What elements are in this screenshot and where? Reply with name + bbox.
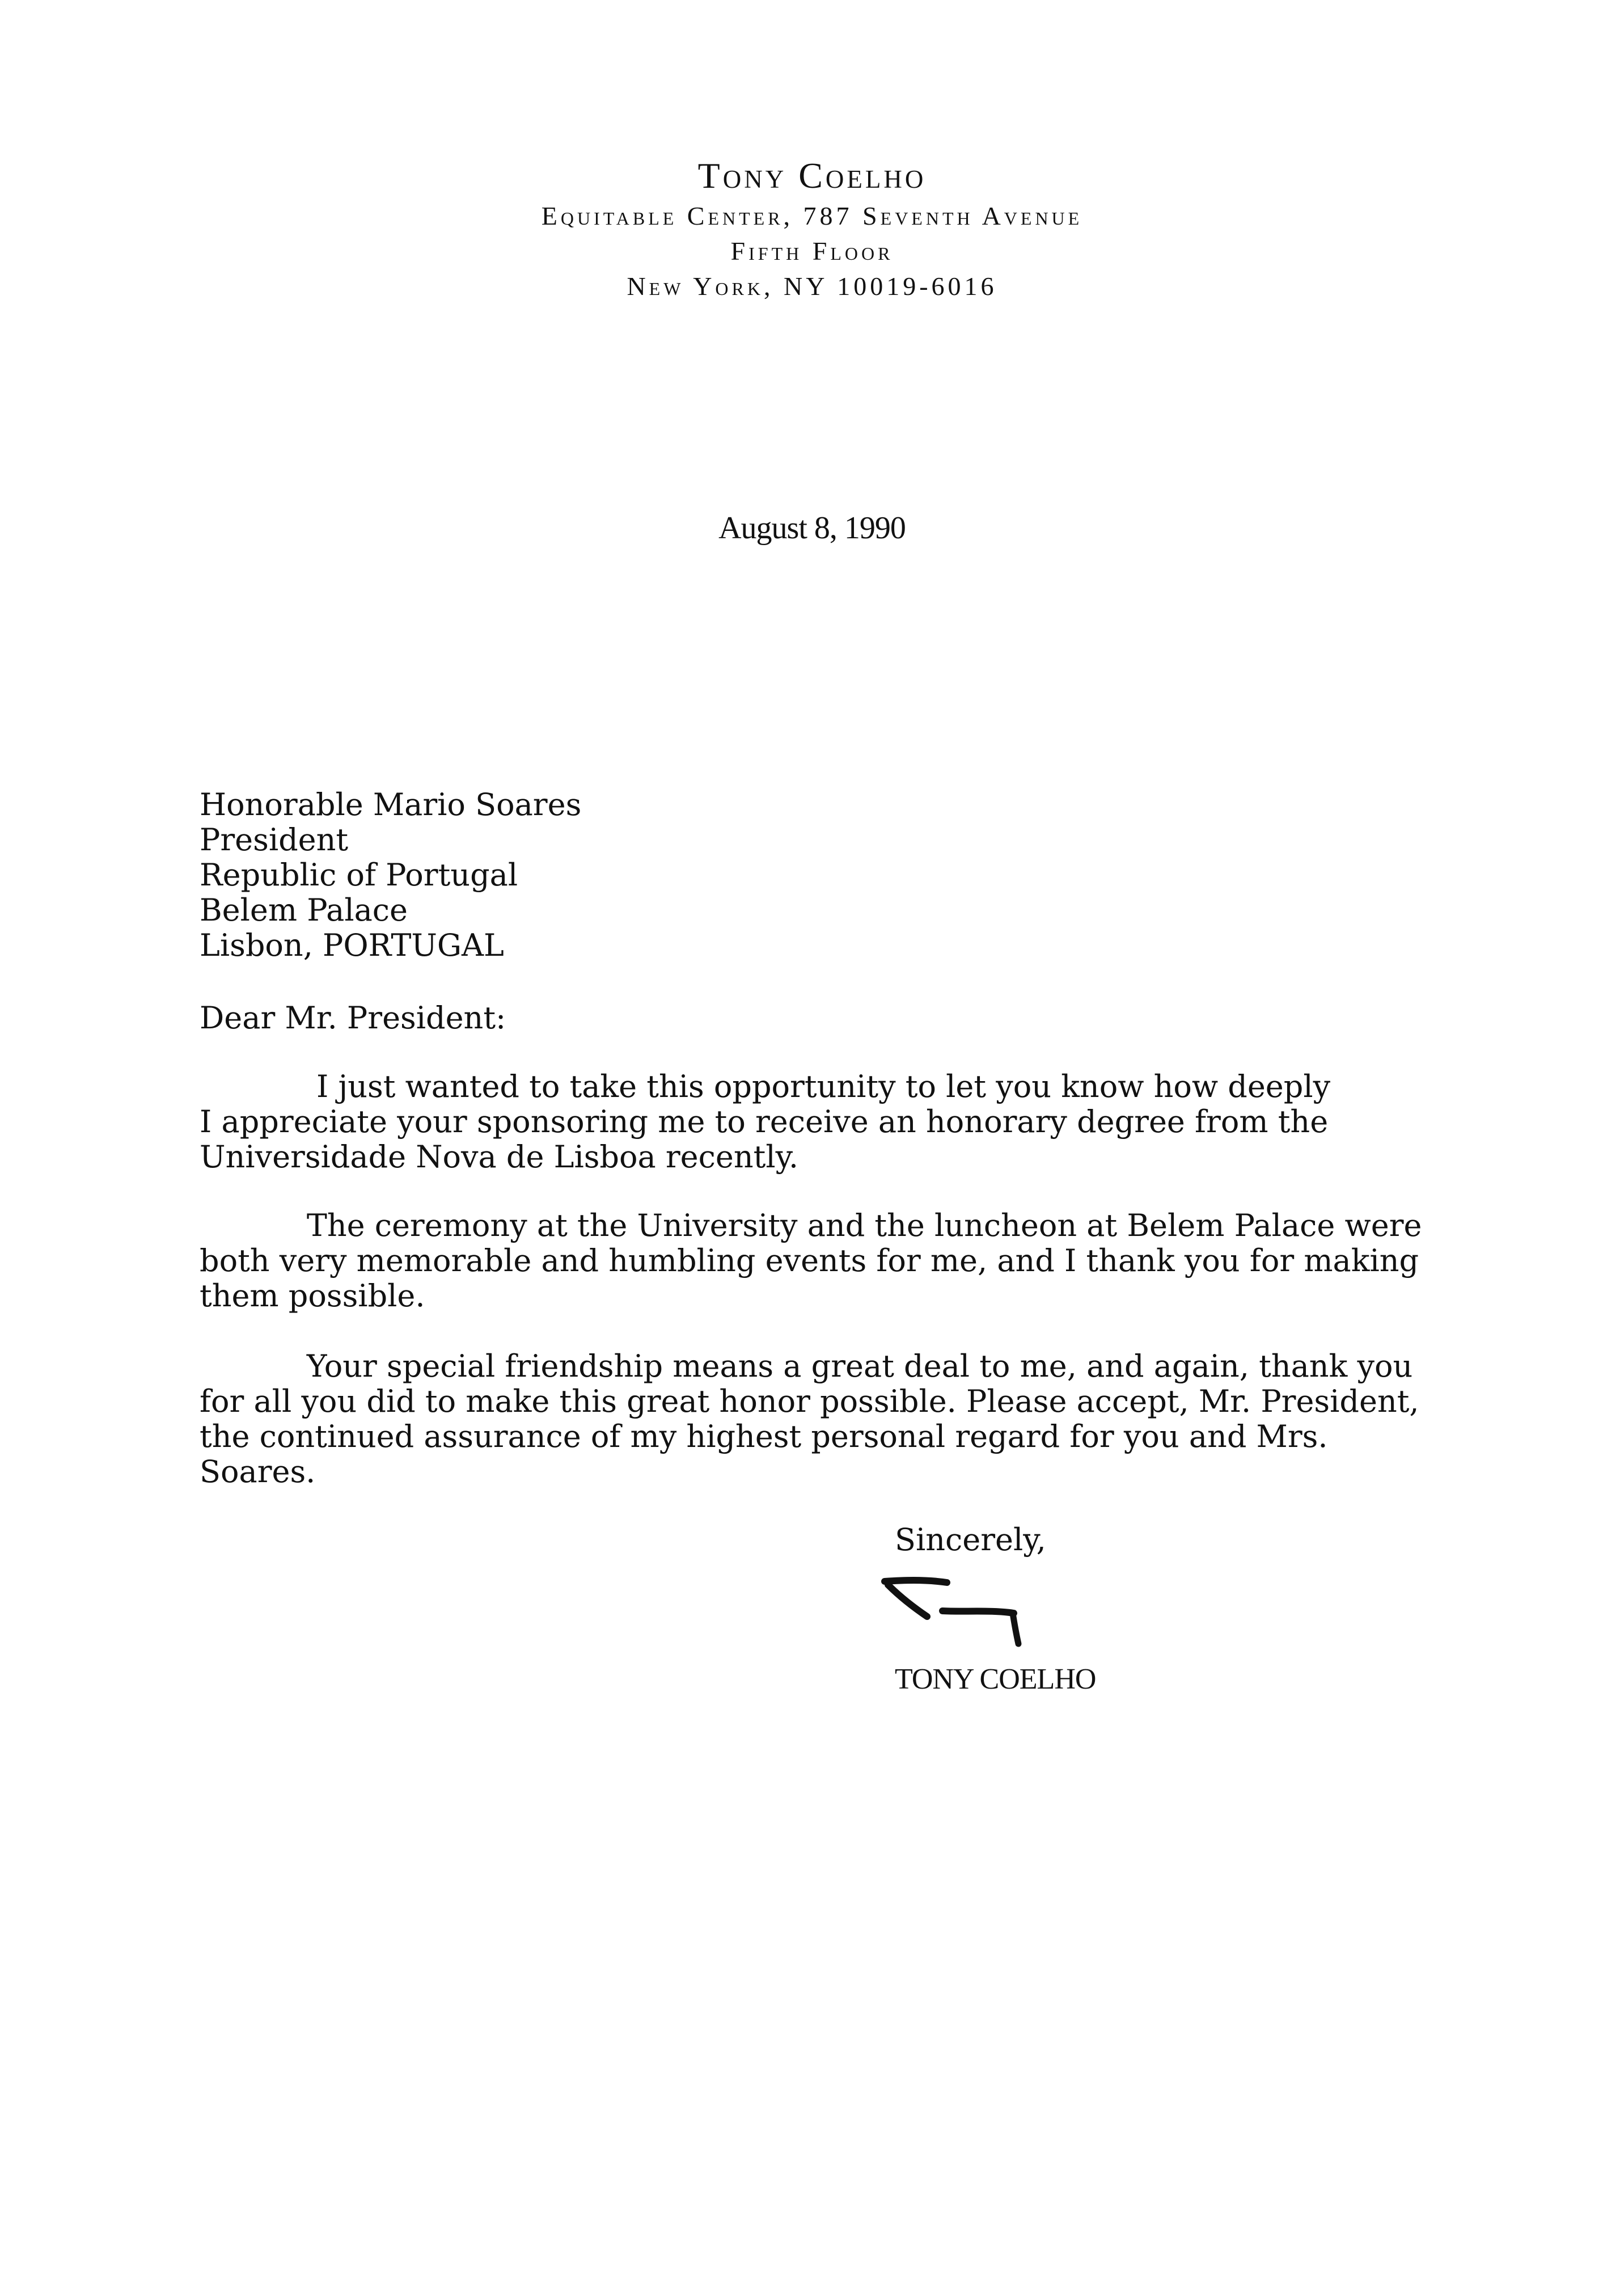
salutation: Dear Mr. President:	[200, 1000, 506, 1036]
recipient-title: President	[200, 822, 349, 858]
body-paragraph-1: I just wanted to take this opportunity to let you know how deeply I appreciate your sponsoring me to receive an honorary degree from the Universidade Nova de Lisboa recently.	[200, 1069, 1331, 1175]
recipient-city: Lisbon, PORTUGAL	[200, 927, 504, 963]
body-paragraph-3: Your special friendship means a great deal to me, and again, thank you for all you did to make this great honor possible. Please accept, Mr. President, the continued assurance of my highest personal regard for you and Mrs. Soares.	[200, 1348, 1419, 1489]
recipient-building: Belem Palace	[200, 892, 408, 928]
body-paragraph-2: The ceremony at the University and the luncheon at Belem Palace were both very memorable and humbling events for me, and I thank you for making them possible.	[200, 1208, 1422, 1314]
recipient-name: Honorable Mario Soares	[200, 787, 582, 822]
closing: Sincerely,	[895, 1522, 1046, 1558]
letter-date: August 8, 1990	[718, 510, 906, 546]
signer-name: TONY COELHO	[895, 1663, 1096, 1695]
letterhead-street: Equitable Center, 787 Seventh Avenue	[541, 201, 1083, 230]
recipient-address	[200, 787, 581, 963]
letterhead	[0, 153, 1624, 304]
letterhead-floor: Fifth Floor	[730, 237, 894, 265]
handwritten-signature	[879, 1570, 1043, 1655]
recipient-country: Republic of Portugal	[200, 857, 518, 893]
letterhead-name: Tony Coelho	[697, 155, 927, 196]
letterhead-city: New York, NY 10019-6016	[627, 272, 997, 301]
